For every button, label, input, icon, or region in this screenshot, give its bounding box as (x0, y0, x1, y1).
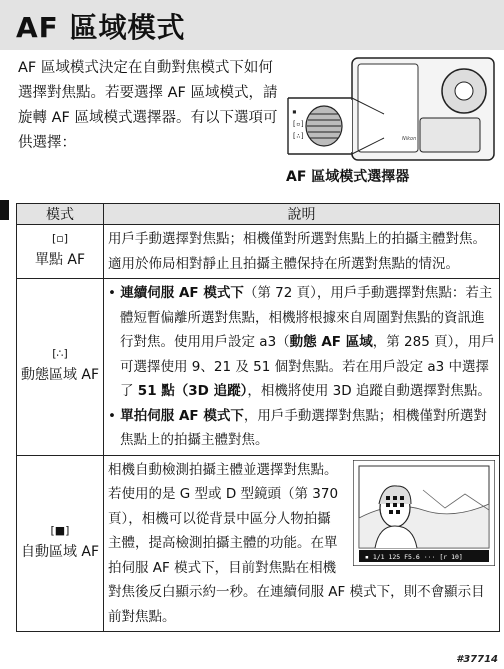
description-cell (104, 279, 500, 456)
bullet-text: ，第 285 頁），用戶可選擇使用 9、21 及 51 個對焦點。若在用戶設定 a3 中選擇了 (120, 334, 495, 399)
table-row (17, 279, 500, 456)
bullet-emphasis: 51 點（3D 追蹤） (137, 383, 248, 399)
page-title: AF 區域模式 (16, 11, 186, 44)
viewfinder-readout: ▪ 1/1 125 F5.6 ··· [r 10] (365, 552, 463, 561)
svg-text:[∴]: [∴] (292, 132, 305, 140)
mode-description: 用戶手動選擇對焦點；相機僅對所選對焦點上的拍攝主體對焦。適用於佈局相對靜止且拍攝主體保持在所選對焦點的情況。 (108, 231, 486, 272)
table-header-row (17, 204, 500, 225)
list-item: • 連續伺服 AF 模式下（第 72 頁），用戶手動選擇對焦點：若主體短暫偏離所選對焦點，相機將根據來自周圍對焦點的資訊進行對焦。使用用戶設定 a3（動態 AF 區域，第 285 頁），用戶可選擇使用 9、21 及 51 個對焦點。若在用戶設定 a3 中選擇了 51 點（3D 追蹤），相機將使用 3D 追蹤自動選擇對焦點。 (108, 285, 495, 399)
description-cell (104, 455, 500, 632)
viewfinder-illustration (353, 460, 495, 566)
bullet-lead: 連續伺服 AF 模式下 (120, 285, 244, 301)
camera-illustration (284, 56, 498, 174)
figure-caption: AF 區域模式選擇器 (286, 169, 410, 185)
header-mode: 模式 (17, 204, 104, 225)
bullet-text: （第 72 頁），用戶手動選擇對焦點：若主體短暫偏離所選對焦點，相機將根據來自周圍對焦點的資訊進行對焦。使用用戶設定 a3（ (120, 285, 493, 350)
bullet-lead: 單拍伺服 AF 模式下 (120, 407, 244, 424)
description-cell (104, 225, 500, 279)
mode-description: 相機自動檢測拍攝主體並選擇對焦點。若使用的是 G 型或 D 型鏡頭（第 370 頁），相機可以從背景中區分人物拍攝主體，提高檢測拍攝主體的功能。在單拍伺服 AF 模式下，目前對焦點在相機 (108, 461, 339, 576)
single-point-af-icon: [▫] (51, 232, 69, 245)
mode-cell (17, 225, 104, 279)
bullet-text: ，用戶手動選擇對焦點；相機僅對所選對焦點上的拍攝主體對焦。 (120, 407, 487, 448)
auto-area-description (108, 458, 495, 630)
table-row (17, 455, 500, 632)
camera-brand-label: Nikon (402, 136, 417, 142)
svg-text:▪: ▪ (292, 107, 297, 116)
bullet-text: ，相機將使用 3D 追蹤自動選擇對焦點。 (247, 383, 491, 399)
intro-text: AF 區域模式決定在自動對焦模式下如何選擇對焦點。若要選擇 AF 區域模式，請旋轉 AF 區域模式選擇器。有以下選項可供選擇： (18, 60, 278, 151)
bullet-emphasis: 動態 AF 區域 (289, 334, 373, 350)
mode-name: 自動區域 AF (20, 543, 100, 560)
mode-description-tail: 對焦後反白顯示約一秒。在連續伺服 AF 模式下，則不會顯示目前對焦點。 (108, 584, 485, 625)
list-item: • 單拍伺服 AF 模式下，用戶手動選擇對焦點；相機僅對所選對焦點上的拍攝主體對焦。 (108, 407, 487, 448)
auto-area-af-icon: [■] (50, 523, 70, 537)
mode-cell (17, 455, 104, 632)
mode-name: 動態區域 AF (20, 367, 100, 384)
dynamic-area-af-icon: [∴] (52, 347, 68, 361)
af-area-mode-table (16, 203, 500, 632)
intro-paragraph (18, 56, 280, 156)
svg-text:[▫]: [▫] (292, 120, 305, 128)
chapter-tab (0, 200, 9, 220)
mode-name: 單點 AF (34, 252, 86, 268)
table-row (17, 225, 500, 279)
header-description: 說明 (104, 204, 500, 225)
mode-cell (17, 279, 104, 456)
page-id: #37714 (456, 654, 498, 665)
